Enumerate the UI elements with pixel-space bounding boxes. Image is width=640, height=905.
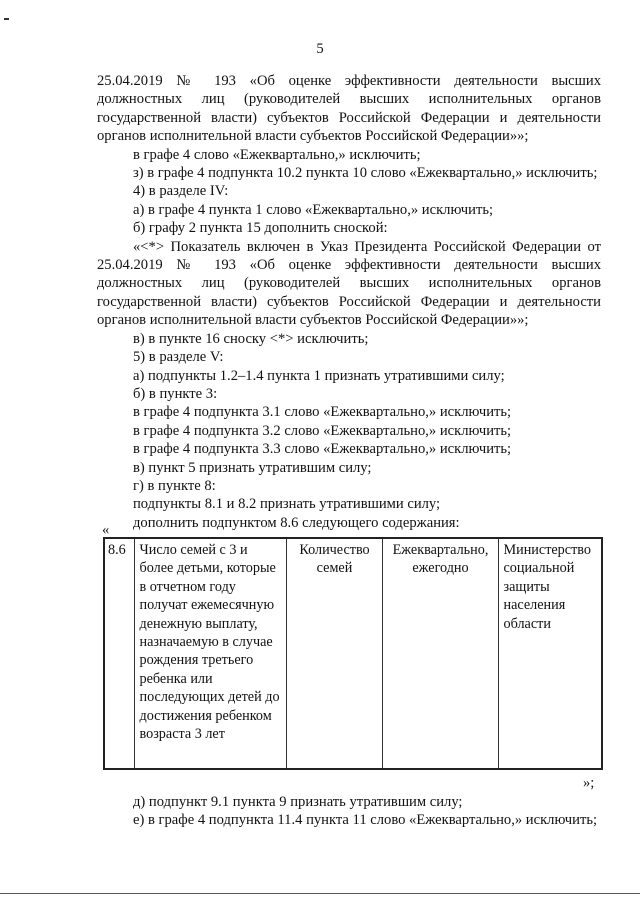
paragraph: «<*> Показатель включен в Указ Президента Российской Федерации от 25.04.2019 № 193 «Об оценке эффективности деятельности высших должностных лиц (руководителей высших исполнительных органов государственной власти) субъектов Российской Федерации и деятельности органов исполнительной власти субъектов Российской Федерации»»; [97, 238, 601, 329]
amendment-table [103, 537, 603, 770]
indicator-cell: Число семей с 3 и более детьми, которые в отчетном году получат ежемесячную денежную выплату, назначаемую в случае рождения третьего ребенка или последующих детей до достижения ребенком возраста 3 лет [134, 538, 286, 769]
page-number: 5 [316, 41, 324, 57]
paragraph: 25.04.2019 № 193 «Об оценке эффективности деятельности высших должностных лиц (руководителей высших исполнительных органов государственной власти) субъектов Российской Федерации и деятельности органов исполнительной власти субъектов Российской Федерации»»; [97, 73, 601, 145]
opening-quote-mark: « [102, 522, 110, 538]
paragraph: б) графу 2 пункта 15 дополнить сноской: [133, 220, 388, 237]
paragraph: 4) в разделе IV: [133, 183, 229, 200]
responsible-cell: Министерство социальной защиты населения области [498, 538, 602, 769]
periodicity-cell: Ежеквартально, ежегодно [382, 538, 498, 769]
paragraph: дополнить подпунктом 8.6 следующего содержания: [133, 514, 460, 531]
table-row [104, 538, 602, 769]
closing-quote-mark: »; [583, 775, 595, 791]
scan-mark [4, 18, 9, 20]
unit-cell: Количество семей [286, 538, 382, 769]
paragraph: в графе 4 подпункта 3.2 слово «Ежеквартально,» исключить; [133, 422, 512, 439]
paragraph: в) в пункте 16 сноску <*> исключить; [133, 330, 369, 347]
paragraph: а) в графе 4 пункта 1 слово «Ежеквартально,» исключить; [133, 201, 494, 218]
amendment-text-after-table [97, 793, 601, 830]
paragraph: подпункты 8.1 и 8.2 признать утратившими силу; [133, 496, 441, 513]
paragraph: в графе 4 подпункта 3.1 слово «Ежеквартально,» исключить; [133, 404, 512, 421]
paragraph: е) в графе 4 подпункта 11.4 пункта 11 слово «Ежеквартально,» исключить; [133, 812, 598, 829]
paragraph: з) в графе 4 подпункта 10.2 пункта 10 слово «Ежеквартально,» исключить; [133, 165, 598, 182]
paragraph: а) подпункты 1.2–1.4 пункта 1 признать утратившими силу; [133, 367, 505, 384]
paragraph: в) пункт 5 признать утратившим силу; [133, 459, 372, 476]
item-number-cell: 8.6 [104, 538, 134, 769]
paragraph: б) в пункте 3: [133, 385, 218, 402]
paragraph: 5) в разделе V: [133, 349, 224, 366]
paragraph: г) в пункте 8: [133, 477, 216, 494]
amendment-text-before-table [97, 72, 601, 532]
paragraph: д) подпункт 9.1 пункта 9 признать утратившим силу; [133, 794, 463, 810]
page-bottom-edge [0, 893, 640, 894]
paragraph: в графе 4 слово «Ежеквартально,» исключить; [133, 146, 421, 163]
paragraph: в графе 4 подпункта 3.3 слово «Ежеквартально,» исключить; [133, 441, 512, 458]
